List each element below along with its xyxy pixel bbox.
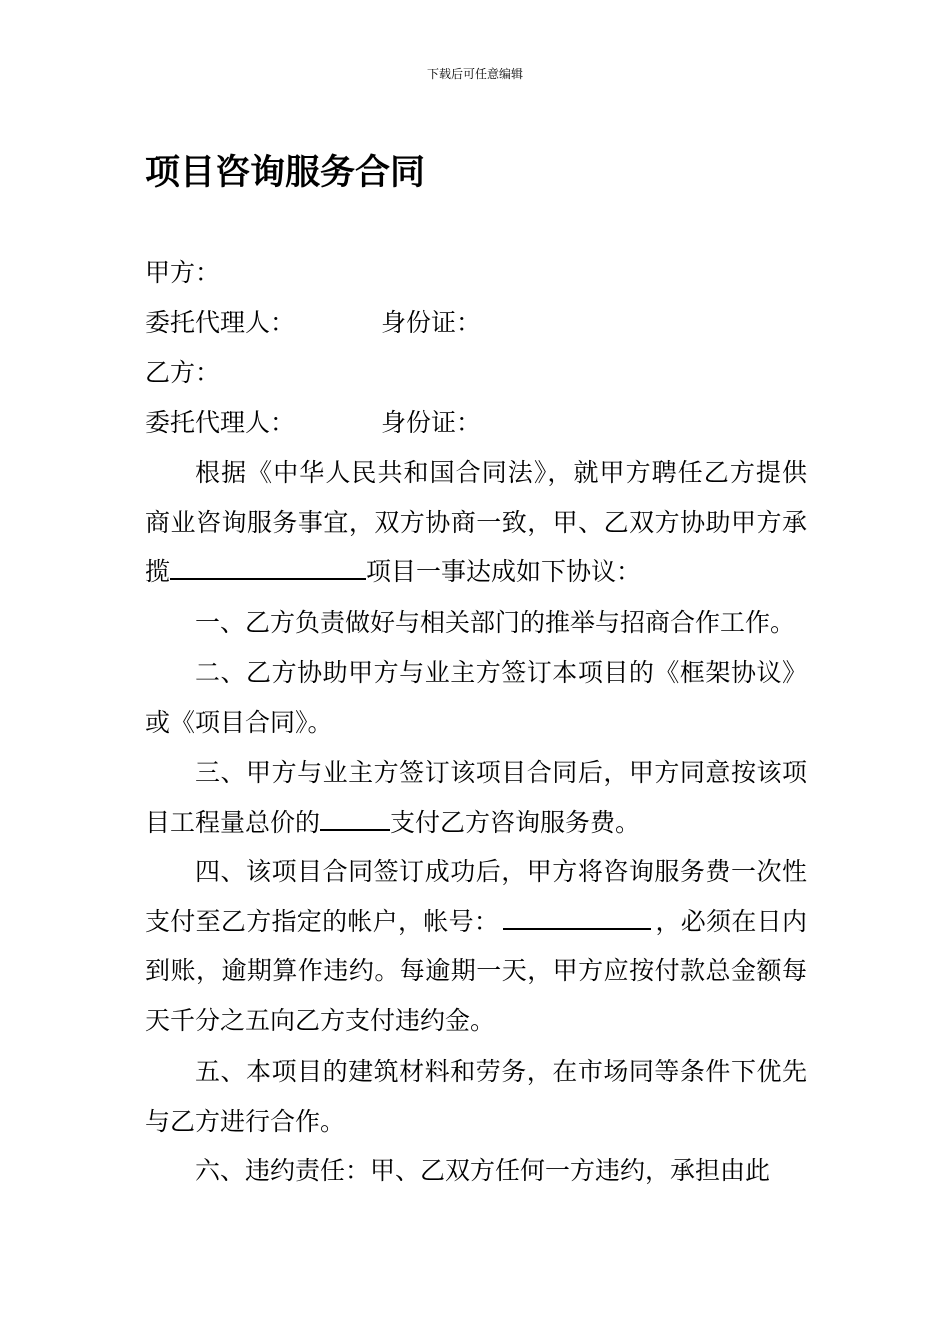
account-number-blank [503,902,651,930]
header-note: 下载后可任意编辑 [426,67,523,81]
fee-percentage-blank [320,803,390,831]
party-b-label: 乙方： [145,358,221,387]
project-name-blank [170,552,366,580]
clause-1: 一、乙方负责做好与相关部门的推举与招商合作工作。 [195,608,796,637]
agent-a-label: 委托代理人： [145,308,296,337]
intro-paragraph: 根据《中华人民共和国合同法》，就甲方聘任乙方提供商业咨询服务事宜，双方协商一致，甲、乙双方协助甲方承揽 项目一事达成如下协议： [145,458,807,586]
agent-b-label: 委托代理人： [145,408,296,437]
party-a-label: 甲方： [145,258,221,287]
clause-6: 六、违约责任：甲、乙双方任何一方违约，承担由此 [195,1156,771,1185]
id-a-label: 身份证： [381,308,482,337]
clause-3: 三、甲方与业主方签订该项目合同后，甲方同意按该项目工程量总价的 支付乙方咨询服务费。 [145,758,807,837]
clause-5: 五、本项目的建筑材料和劳务，在市场同等条件下优先与乙方进行合作。 [145,1057,807,1136]
clause-2: 二、乙方协助甲方与业主方签订本项目的《框架协议》或《项目合同》。 [145,658,807,737]
document-title: 项目咨询服务合同 [145,153,426,193]
agent-b-row [145,406,482,440]
agent-a-row [145,306,482,340]
id-b-label: 身份证： [381,408,482,437]
clause-4: 四、该项目合同签订成功后，甲方将咨询服务费一次性支付至乙方指定的帐户，帐号： ，必须在日内到账，逾期算作违约。每逾期一天，甲方应按付款总金额每天千分之五向乙方支付违约金。 [145,857,807,1035]
